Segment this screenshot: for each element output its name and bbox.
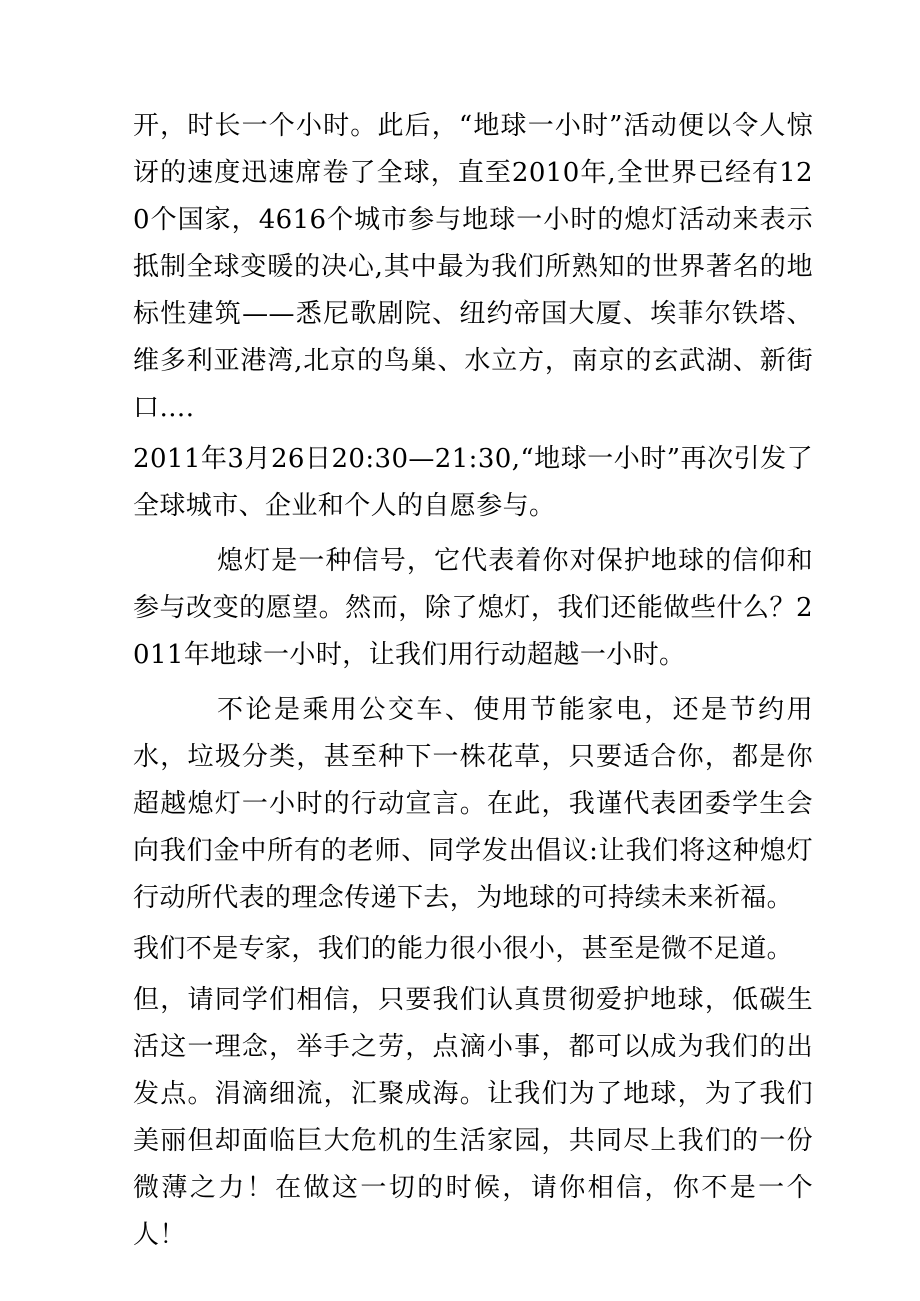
paragraph-action-proposal: 不论是乘用公交车、使用节能家电，还是节约用水，垃圾分类，甚至种下一株花草，只要适合你，都是你超越熄灯一小时的行动宣言。在此，我谨代表团委学生会向我们金中所有的老师、同学发出倡议:让我们将这种熄灯行动所代表的理念传递下去，为地球的可持续未来祈福。 xyxy=(133,695,813,913)
paragraph-not-experts: 我们不是专家，我们的能力很小很小，甚至是微不足道。 xyxy=(133,934,794,964)
document-body xyxy=(133,103,813,1259)
paragraph-closing-appeal: 但，请同学们相信，只要我们认真贯彻爱护地球，低碳生活这一理念，举手之劳，点滴小事，都可以成为我们的出发点。涓滴细流，汇聚成海。让我们为了地球，为了我们美丽但却面临巨大危机的生活家园，共同尽上我们的一份微薄之力！在做这一切的时候，请你相信，你不是一个人！ xyxy=(133,985,813,1250)
paragraph-lights-off-signal: 熄灯是一种信号，它代表着你对保护地球的信仰和参与改变的愿望。然而，除了熄灯，我们还能做些什么？2011年地球一小时，让我们用行动超越一小时。 xyxy=(133,546,813,670)
paragraph-earth-hour-history: 开，时长一个小时。此后，“地球一小时”活动便以令人惊讶的速度迅速席卷了全球，直至2010年,全世界已经有120个国家，4616个城市参与地球一小时的熄灯活动来表示抵制全球变暖的决心,其中最为我们所熟知的世界著名的地标性建筑——悉尼歌剧院、纽约帝国大厦、埃菲尔铁塔、维多利亚港湾,北京的鸟巢、水立方，南京的玄武湖、新街口…. xyxy=(133,111,813,423)
paragraph-2011-event: 2011年3月26日20:30—21:30,“地球一小时”再次引发了全球城市、企业和个人的自愿参与。 xyxy=(133,444,813,521)
